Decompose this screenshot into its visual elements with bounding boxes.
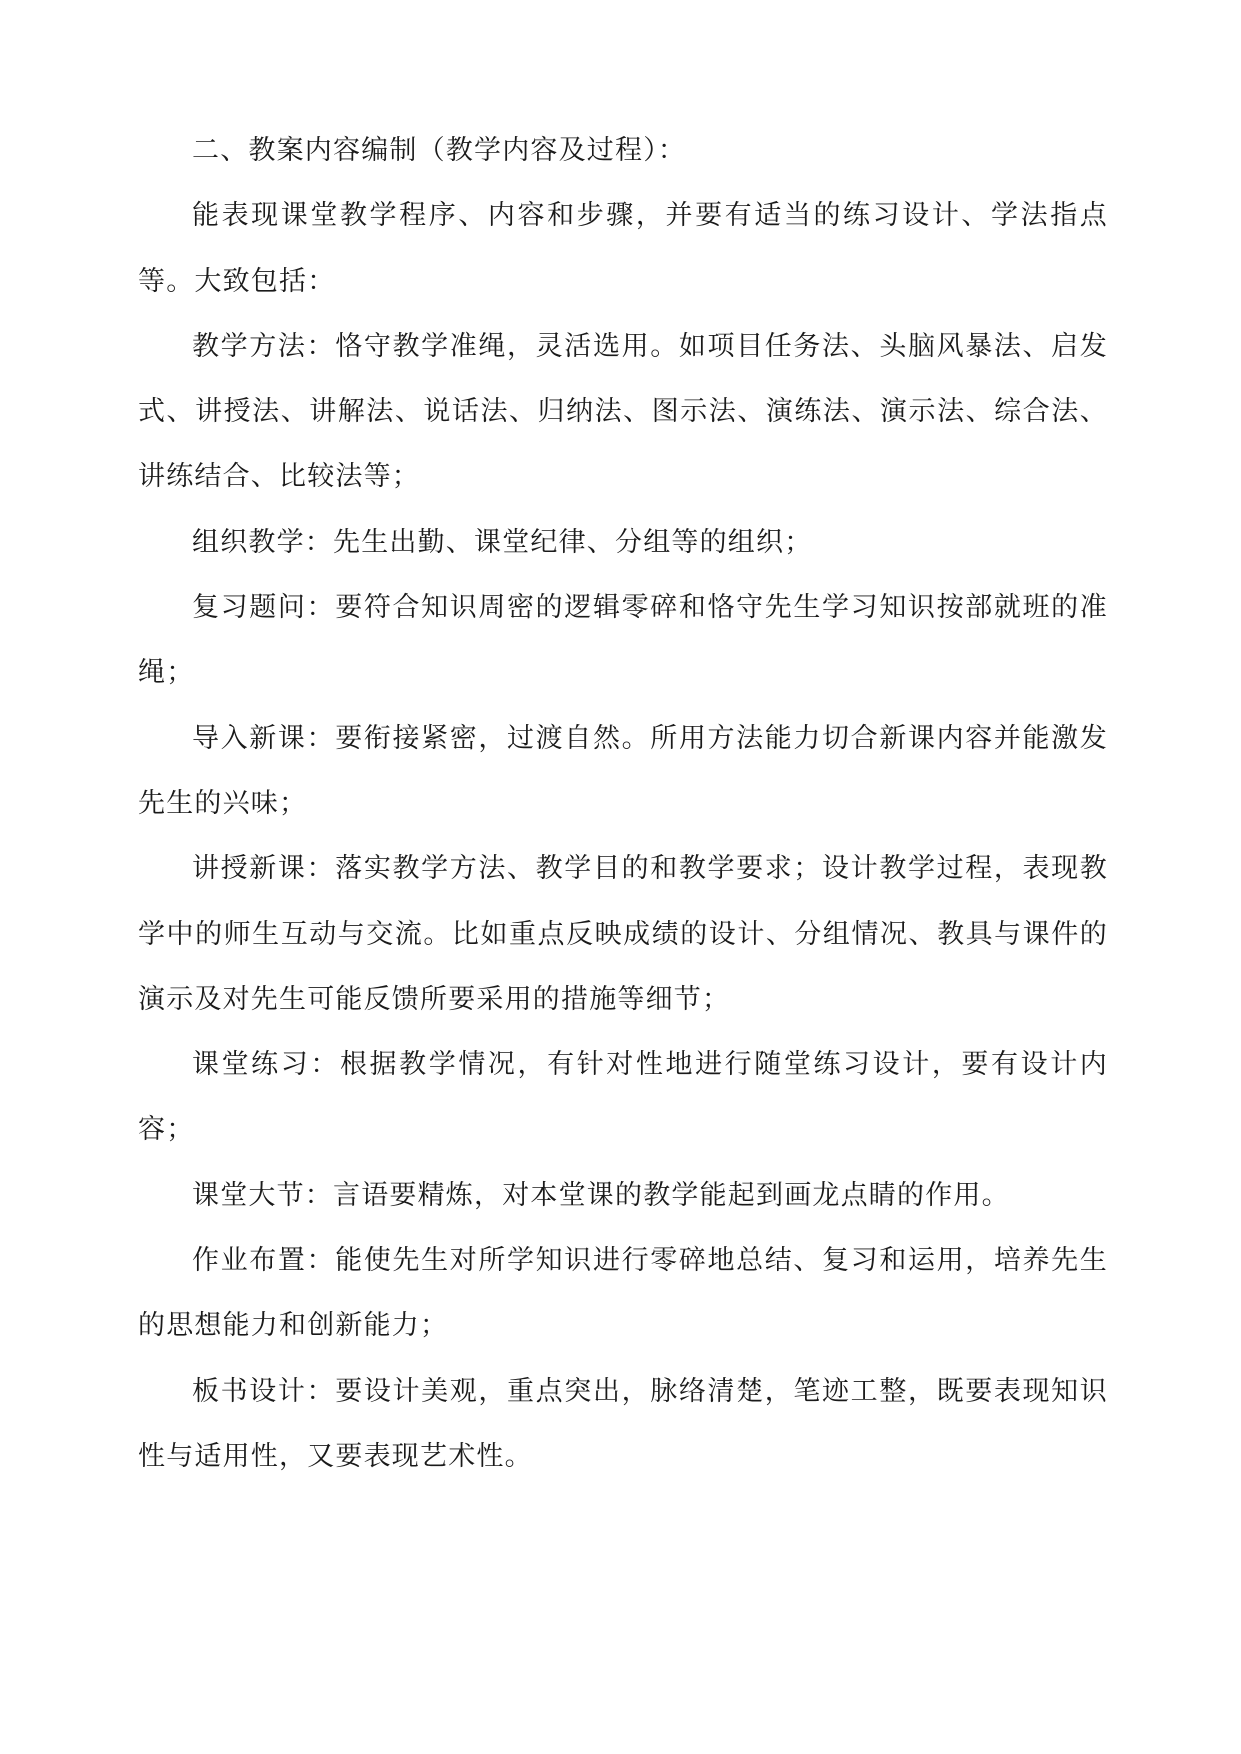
paragraph-blackboard-design: 板书设计：要设计美观，重点突出，脉络清楚，笔迹工整，既要表现知识性与适用性，又要表现艺术性。: [138, 1375, 1108, 1472]
section-heading: 二、教案内容编制（教学内容及过程）：: [192, 135, 687, 166]
paragraph-new-lesson: 讲授新课：落实教学方法、教学目的和教学要求；设计教学过程，表现教学中的师生互动与交流。比如重点反映成绩的设计、分组情况、教具与课件的演示及对先生可能反馈所要采用的措施等细节；: [138, 853, 1108, 1015]
paragraph-class-summary: 课堂大节：言语要精炼，对本堂课的教学能起到画龙点睛的作用。: [192, 1179, 1010, 1211]
paragraph-review-questions: 复习题问：要符合知识周密的逻辑零碎和恪守先生学习知识按部就班的准绳；: [138, 592, 1108, 689]
paragraph-class-organization: 组织教学：先生出勤、课堂纪律、分组等的组织；: [192, 526, 813, 558]
paragraph-homework: 作业布置：能使先生对所学知识进行零碎地总结、复习和运用，培养先生的思想能力和创新能力；: [138, 1245, 1108, 1342]
paragraph-lesson-introduction: 导入新课：要衔接紧密，过渡自然。所用方法能力切合新课内容并能激发先生的兴味；: [138, 722, 1108, 819]
paragraph-intro: 能表现课堂教学程序、内容和步骤，并要有适当的练习设计、学法指点等。大致包括：: [138, 200, 1108, 297]
document-body: [138, 118, 1108, 1489]
paragraph-class-exercises: 课堂练习：根据教学情况，有针对性地进行随堂练习设计，要有设计内容；: [138, 1049, 1108, 1146]
paragraph-teaching-methods: 教学方法：恪守教学准绳，灵活选用。如项目任务法、头脑风暴法、启发式、讲授法、讲解法、说话法、归纳法、图示法、演练法、演示法、综合法、讲练结合、比较法等；: [138, 330, 1108, 493]
